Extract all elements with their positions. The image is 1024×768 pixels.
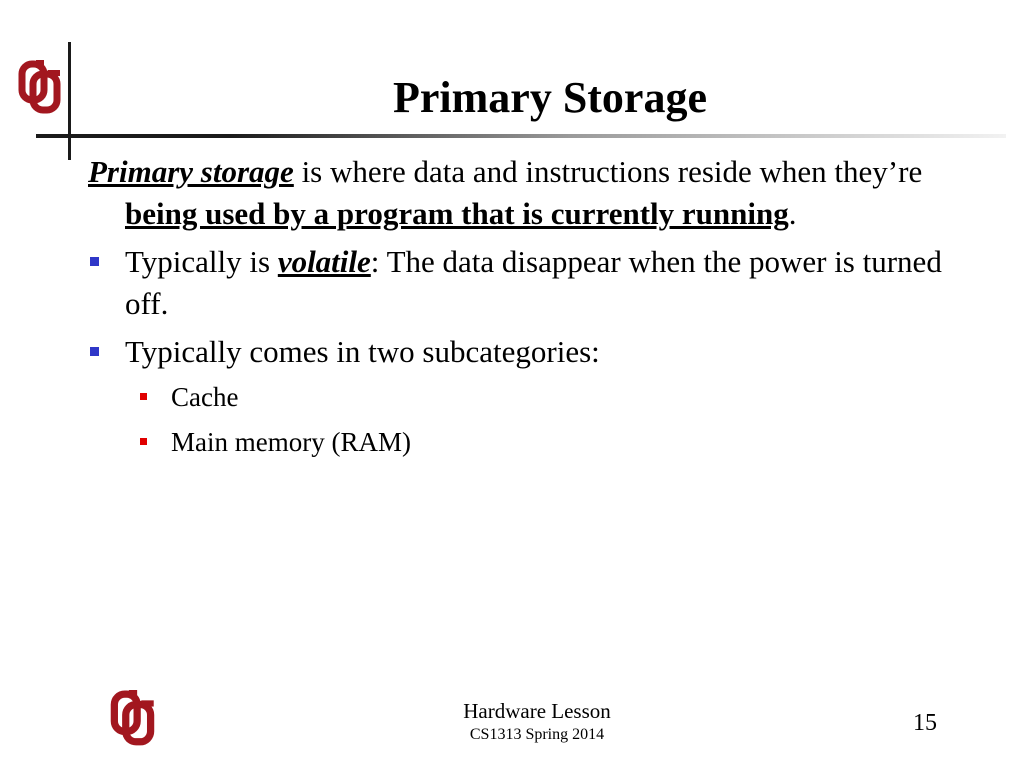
sub-bullet-main-memory bbox=[88, 424, 958, 460]
volatile-term: volatile bbox=[277, 244, 371, 279]
frame-horizontal-line bbox=[36, 134, 1006, 138]
bullet-volatile-pre: Typically is bbox=[125, 244, 278, 279]
intro-emphasis: being used by a program that is currently running bbox=[125, 196, 789, 231]
intro-text-1: is where data and instructions reside when they’re bbox=[293, 154, 923, 189]
square-bullet-icon bbox=[90, 347, 99, 356]
square-bullet-icon bbox=[140, 438, 147, 445]
square-bullet-icon bbox=[90, 257, 99, 266]
intro-text-2: . bbox=[788, 196, 797, 231]
ou-logo-icon bbox=[18, 60, 62, 116]
footer-course-term: CS1313 Spring 2014 bbox=[469, 726, 605, 743]
bullet-subcategories bbox=[88, 331, 958, 373]
footer-course-info bbox=[400, 698, 674, 746]
slide-title: Primary Storage bbox=[393, 73, 707, 122]
sub-bullet-cache-text: Cache bbox=[171, 382, 239, 412]
footer-lesson-title: Hardware Lesson bbox=[463, 699, 611, 723]
ou-logo-icon bbox=[110, 690, 156, 748]
sub-bullet-list bbox=[88, 379, 958, 460]
bullet-volatile-post: : The data disappear when the power is turned off. bbox=[125, 244, 942, 321]
slide-content bbox=[88, 151, 958, 469]
bullet-volatile bbox=[88, 241, 958, 325]
bullet-list bbox=[88, 241, 958, 373]
intro-paragraph bbox=[88, 151, 958, 235]
bullet-subcategories-text: Typically comes in two subcategories: bbox=[125, 334, 600, 369]
sub-bullet-main-memory-text: Main memory (RAM) bbox=[171, 427, 411, 457]
square-bullet-icon bbox=[140, 393, 147, 400]
page-number: 15 bbox=[913, 710, 937, 736]
primary-storage-term: Primary storage bbox=[88, 154, 294, 189]
sub-bullet-cache bbox=[88, 379, 958, 415]
frame-vertical-line bbox=[68, 42, 71, 160]
